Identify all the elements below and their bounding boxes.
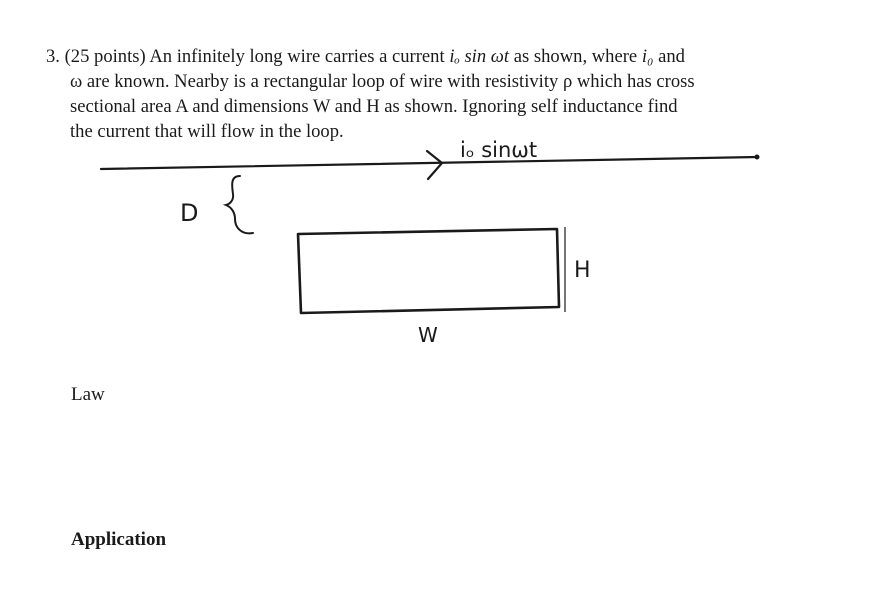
i0-symbol: i₀	[641, 46, 654, 67]
distance-label: D	[180, 199, 199, 227]
distance-brace-icon	[226, 176, 253, 233]
height-label: H	[574, 258, 591, 283]
problem-line-1-text: An infinitely long wire carries a current	[149, 46, 445, 67]
wire-end-dot	[755, 155, 760, 160]
application-heading: Application	[71, 529, 167, 550]
problem-line-1-tail: as shown, where	[513, 46, 638, 67]
current-label: iₒ sinωt	[460, 138, 538, 162]
problem-line-2: ω are known. Nearby is a rectangular loop of wire with resistivity ρ which has cross	[70, 71, 695, 92]
problem-points: (25 points)	[64, 46, 146, 67]
width-label: W	[418, 323, 438, 347]
problem-line-3: sectional area A and dimensions W and H as shown. Ignoring self inductance find	[70, 96, 678, 117]
problem-line-4: the current that will flow in the loop.	[70, 121, 344, 142]
and-word: and	[658, 46, 685, 67]
rectangular-loop	[298, 229, 559, 313]
law-heading: Law	[71, 384, 105, 405]
problem-number: 3.	[46, 46, 60, 67]
infinite-wire	[101, 157, 757, 169]
current-expression-inline: iₒ sin ωt	[449, 46, 510, 67]
current-arrow-icon	[427, 151, 442, 179]
